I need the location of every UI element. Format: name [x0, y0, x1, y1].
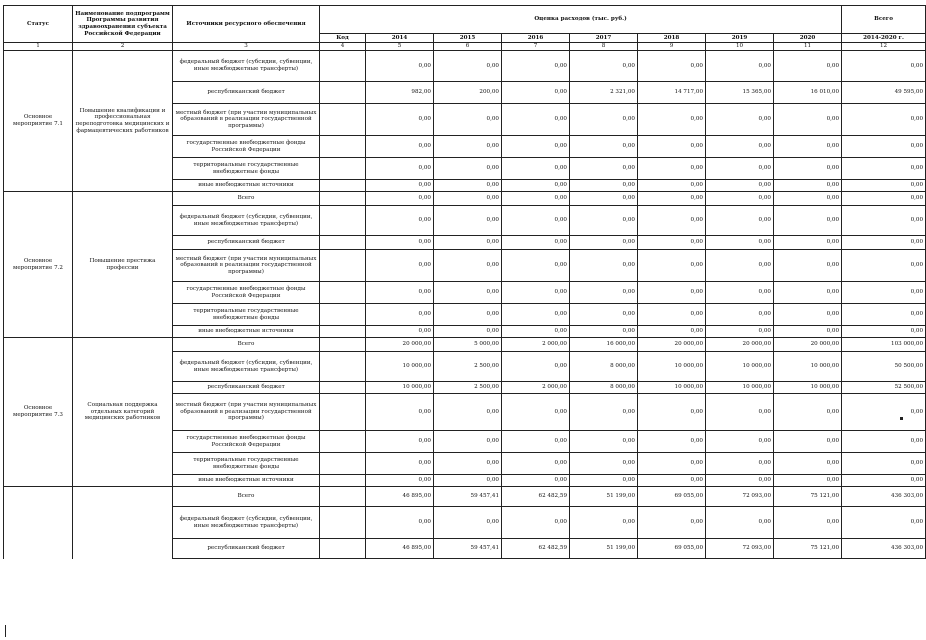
value-cell: 0,00 — [434, 282, 502, 304]
value-cell: 0,00 — [706, 453, 774, 475]
header-total-period: 2014-2020 г. — [842, 34, 926, 43]
value-cell: 0,00 — [706, 431, 774, 453]
value-cell: 0,00 — [570, 250, 638, 282]
value-cell: 0,00 — [366, 250, 434, 282]
code-cell — [320, 180, 366, 192]
value-cell: 0,00 — [638, 507, 706, 539]
value-cell: 0,00 — [706, 326, 774, 338]
header-year: 2015 — [434, 34, 502, 43]
header-year: 2019 — [706, 34, 774, 43]
value-cell: 10 000,00 — [706, 352, 774, 382]
column-number: 10 — [706, 43, 774, 51]
budget-table — [3, 5, 926, 559]
code-cell — [320, 382, 366, 394]
header-year: 2018 — [638, 34, 706, 43]
value-cell: 10 000,00 — [366, 352, 434, 382]
value-cell: 0,00 — [706, 250, 774, 282]
header-year: 2017 — [570, 34, 638, 43]
value-cell: 0,00 — [502, 104, 570, 136]
code-cell — [320, 192, 366, 206]
source-cell: республиканский бюджет — [173, 539, 320, 559]
value-cell: 0,00 — [502, 304, 570, 326]
value-cell: 0,00 — [638, 394, 706, 431]
value-cell: 200,00 — [434, 82, 502, 104]
value-cell: 0,00 — [638, 104, 706, 136]
value-cell: 0,00 — [366, 431, 434, 453]
value-cell: 0,00 — [638, 453, 706, 475]
program-name-cell: Повышение престижа профессии — [73, 192, 173, 338]
total-cell: 52 500,00 — [842, 382, 926, 394]
value-cell: 46 895,00 — [366, 487, 434, 507]
value-cell: 20 000,00 — [774, 338, 842, 352]
code-cell — [320, 326, 366, 338]
value-cell: 0,00 — [502, 206, 570, 236]
value-cell: 0,00 — [638, 282, 706, 304]
value-cell: 51 199,00 — [570, 487, 638, 507]
value-cell: 0,00 — [502, 507, 570, 539]
header-year: 2016 — [502, 34, 570, 43]
value-cell: 0,00 — [774, 304, 842, 326]
source-cell: республиканский бюджет — [173, 236, 320, 250]
code-cell — [320, 104, 366, 136]
value-cell: 0,00 — [434, 453, 502, 475]
code-cell — [320, 453, 366, 475]
total-cell: 0,00 — [842, 51, 926, 82]
code-cell — [320, 206, 366, 236]
value-cell: 0,00 — [366, 192, 434, 206]
value-cell: 0,00 — [366, 104, 434, 136]
value-cell: 0,00 — [638, 304, 706, 326]
value-cell: 0,00 — [706, 507, 774, 539]
value-cell: 0,00 — [502, 475, 570, 487]
source-cell: местный бюджет (при участии муниципальных образований в реализации государственной программы) — [173, 394, 320, 431]
value-cell: 0,00 — [570, 104, 638, 136]
value-cell: 51 199,00 — [570, 539, 638, 559]
value-cell: 0,00 — [706, 104, 774, 136]
value-cell: 0,00 — [570, 51, 638, 82]
code-cell — [320, 282, 366, 304]
total-cell: 436 303,00 — [842, 487, 926, 507]
code-cell — [320, 236, 366, 250]
header-source: Источники ресурсного обеспечения — [173, 6, 320, 43]
value-cell: 0,00 — [434, 250, 502, 282]
code-cell — [320, 394, 366, 431]
value-cell: 0,00 — [366, 136, 434, 158]
budget-document — [3, 5, 924, 559]
column-number: 12 — [842, 43, 926, 51]
value-cell: 69 055,00 — [638, 539, 706, 559]
scan-mark — [5, 625, 6, 637]
value-cell: 0,00 — [366, 326, 434, 338]
value-cell: 14 717,00 — [638, 82, 706, 104]
value-cell: 0,00 — [638, 250, 706, 282]
program-name-cell: Повышение квалификации и профессиональная переподготовка медицинских и фармацевтических работников — [73, 51, 173, 192]
total-cell: 0,00 — [842, 236, 926, 250]
status-cell: Основное мероприятие 7.1 — [4, 51, 73, 192]
code-cell — [320, 304, 366, 326]
value-cell: 0,00 — [570, 136, 638, 158]
table-row — [4, 192, 926, 206]
source-cell: иные внебюджетные источники — [173, 180, 320, 192]
value-cell: 10 000,00 — [638, 382, 706, 394]
value-cell: 20 000,00 — [638, 338, 706, 352]
value-cell: 0,00 — [366, 304, 434, 326]
value-cell: 0,00 — [502, 453, 570, 475]
header-year: 2020 — [774, 34, 842, 43]
value-cell: 0,00 — [774, 158, 842, 180]
value-cell: 20 000,00 — [706, 338, 774, 352]
value-cell: 0,00 — [434, 475, 502, 487]
value-cell: 0,00 — [570, 507, 638, 539]
header-program-name: Наименование подпрограмм Программы развития здравоохранения субъекта Российской Федерации — [73, 6, 173, 43]
table-body — [4, 51, 926, 559]
value-cell: 0,00 — [366, 51, 434, 82]
status-cell: Основное мероприятие 7.2 — [4, 192, 73, 338]
value-cell: 0,00 — [638, 206, 706, 236]
value-cell: 59 457,41 — [434, 539, 502, 559]
value-cell: 0,00 — [774, 326, 842, 338]
value-cell: 20 000,00 — [366, 338, 434, 352]
total-cell: 103 000,00 — [842, 338, 926, 352]
status-cell: Основное мероприятие 7.3 — [4, 338, 73, 487]
value-cell: 15 365,00 — [706, 82, 774, 104]
value-cell: 0,00 — [366, 453, 434, 475]
value-cell: 0,00 — [774, 453, 842, 475]
column-number: 6 — [434, 43, 502, 51]
value-cell: 0,00 — [502, 282, 570, 304]
source-cell: иные внебюджетные источники — [173, 475, 320, 487]
value-cell: 0,00 — [366, 507, 434, 539]
value-cell: 0,00 — [706, 158, 774, 180]
program-name-cell — [73, 487, 173, 559]
status-cell — [4, 487, 73, 559]
header-total: Всего — [842, 6, 926, 34]
total-cell: 436 303,00 — [842, 539, 926, 559]
value-cell: 0,00 — [502, 326, 570, 338]
value-cell: 2 321,00 — [570, 82, 638, 104]
value-cell: 10 000,00 — [366, 382, 434, 394]
table-row — [4, 487, 926, 507]
value-cell: 0,00 — [706, 206, 774, 236]
value-cell: 0,00 — [570, 180, 638, 192]
code-cell — [320, 352, 366, 382]
value-cell: 10 000,00 — [638, 352, 706, 382]
total-cell: 0,00 — [842, 282, 926, 304]
value-cell: 0,00 — [774, 206, 842, 236]
value-cell: 0,00 — [774, 136, 842, 158]
column-number: 5 — [366, 43, 434, 51]
value-cell: 0,00 — [366, 236, 434, 250]
total-cell: 0,00 — [842, 475, 926, 487]
value-cell: 5 000,00 — [434, 338, 502, 352]
value-cell: 0,00 — [570, 158, 638, 180]
total-cell: 0,00 — [842, 326, 926, 338]
value-cell: 0,00 — [434, 104, 502, 136]
column-number: 1 — [4, 43, 73, 51]
value-cell: 2 500,00 — [434, 382, 502, 394]
value-cell: 0,00 — [434, 236, 502, 250]
source-cell: территориальные государственные внебюджетные фонды — [173, 158, 320, 180]
value-cell: 0,00 — [638, 180, 706, 192]
value-cell: 0,00 — [774, 236, 842, 250]
value-cell: 0,00 — [570, 236, 638, 250]
value-cell: 62 482,59 — [502, 487, 570, 507]
source-cell: Всего — [173, 338, 320, 352]
source-cell: территориальные государственные внебюджетные фонды — [173, 453, 320, 475]
value-cell: 982,00 — [366, 82, 434, 104]
value-cell: 0,00 — [570, 206, 638, 236]
value-cell: 0,00 — [706, 192, 774, 206]
value-cell: 0,00 — [774, 180, 842, 192]
source-cell: республиканский бюджет — [173, 382, 320, 394]
value-cell: 0,00 — [570, 475, 638, 487]
column-number: 9 — [638, 43, 706, 51]
value-cell: 0,00 — [366, 394, 434, 431]
value-cell: 0,00 — [502, 250, 570, 282]
value-cell: 0,00 — [434, 51, 502, 82]
value-cell: 10 000,00 — [706, 382, 774, 394]
value-cell: 0,00 — [638, 236, 706, 250]
value-cell: 75 121,00 — [774, 487, 842, 507]
total-cell: 0,00 — [842, 507, 926, 539]
column-number: 7 — [502, 43, 570, 51]
value-cell: 8 000,00 — [570, 382, 638, 394]
code-cell — [320, 82, 366, 104]
code-cell — [320, 475, 366, 487]
value-cell: 0,00 — [434, 206, 502, 236]
value-cell: 62 482,59 — [502, 539, 570, 559]
code-cell — [320, 431, 366, 453]
source-cell: государственные внебюджетные фонды Российской Федерации — [173, 282, 320, 304]
value-cell: 0,00 — [774, 431, 842, 453]
value-cell: 10 000,00 — [774, 352, 842, 382]
total-cell: 0,00 — [842, 192, 926, 206]
total-cell: 50 500,00 — [842, 352, 926, 382]
value-cell: 0,00 — [434, 192, 502, 206]
value-cell: 0,00 — [570, 431, 638, 453]
value-cell: 0,00 — [638, 51, 706, 82]
code-cell — [320, 51, 366, 82]
code-cell — [320, 250, 366, 282]
value-cell: 72 093,00 — [706, 487, 774, 507]
value-cell: 0,00 — [502, 82, 570, 104]
value-cell: 0,00 — [774, 282, 842, 304]
value-cell: 2 500,00 — [434, 352, 502, 382]
value-cell: 0,00 — [502, 180, 570, 192]
total-cell: 0,00 — [842, 250, 926, 282]
value-cell: 16 010,00 — [774, 82, 842, 104]
column-number-row — [4, 43, 926, 51]
value-cell: 0,00 — [706, 236, 774, 250]
value-cell: 59 457,41 — [434, 487, 502, 507]
column-number: 11 — [774, 43, 842, 51]
value-cell: 0,00 — [366, 206, 434, 236]
source-cell: государственные внебюджетные фонды Российской Федерации — [173, 136, 320, 158]
value-cell: 46 895,00 — [366, 539, 434, 559]
value-cell: 0,00 — [706, 304, 774, 326]
value-cell: 0,00 — [638, 431, 706, 453]
value-cell: 0,00 — [434, 180, 502, 192]
value-cell: 75 121,00 — [774, 539, 842, 559]
total-cell: 0,00 — [842, 180, 926, 192]
value-cell: 0,00 — [502, 394, 570, 431]
total-cell: 0,00 — [842, 394, 926, 431]
value-cell: 0,00 — [774, 104, 842, 136]
value-cell: 0,00 — [502, 192, 570, 206]
value-cell: 0,00 — [706, 51, 774, 82]
total-cell: 0,00 — [842, 158, 926, 180]
value-cell: 8 000,00 — [570, 352, 638, 382]
value-cell: 0,00 — [434, 158, 502, 180]
value-cell: 0,00 — [570, 394, 638, 431]
source-cell: Всего — [173, 192, 320, 206]
code-cell — [320, 158, 366, 180]
value-cell: 0,00 — [774, 250, 842, 282]
column-number: 8 — [570, 43, 638, 51]
header-status: Статус — [4, 6, 73, 43]
value-cell: 2 000,00 — [502, 338, 570, 352]
value-cell: 0,00 — [774, 475, 842, 487]
value-cell: 0,00 — [706, 282, 774, 304]
value-cell: 0,00 — [570, 326, 638, 338]
value-cell: 0,00 — [638, 192, 706, 206]
value-cell: 16 000,00 — [570, 338, 638, 352]
column-number: 4 — [320, 43, 366, 51]
column-number: 2 — [73, 43, 173, 51]
source-cell: Всего — [173, 487, 320, 507]
value-cell: 0,00 — [638, 326, 706, 338]
value-cell: 0,00 — [638, 475, 706, 487]
value-cell: 0,00 — [570, 282, 638, 304]
header-year: 2014 — [366, 34, 434, 43]
source-cell: республиканский бюджет — [173, 82, 320, 104]
value-cell: 0,00 — [774, 51, 842, 82]
total-cell: 49 595,00 — [842, 82, 926, 104]
value-cell: 0,00 — [502, 352, 570, 382]
table-row — [4, 51, 926, 82]
source-cell: федеральный бюджет (субсидии, субвенции, иные межбюджетные трансферты) — [173, 352, 320, 382]
value-cell: 0,00 — [366, 475, 434, 487]
total-cell: 0,00 — [842, 136, 926, 158]
value-cell: 0,00 — [366, 158, 434, 180]
value-cell: 0,00 — [502, 51, 570, 82]
total-cell: 0,00 — [842, 104, 926, 136]
value-cell: 0,00 — [706, 475, 774, 487]
value-cell: 2 000,00 — [502, 382, 570, 394]
code-cell — [320, 539, 366, 559]
total-cell: 0,00 — [842, 206, 926, 236]
scan-mark — [900, 417, 903, 420]
value-cell: 69 055,00 — [638, 487, 706, 507]
value-cell: 0,00 — [706, 136, 774, 158]
source-cell: иные внебюджетные источники — [173, 326, 320, 338]
value-cell: 0,00 — [502, 158, 570, 180]
table-row — [4, 338, 926, 352]
table-header — [4, 6, 926, 51]
value-cell: 0,00 — [502, 431, 570, 453]
code-cell — [320, 338, 366, 352]
value-cell: 0,00 — [434, 507, 502, 539]
value-cell: 0,00 — [638, 136, 706, 158]
value-cell: 0,00 — [570, 453, 638, 475]
value-cell: 0,00 — [434, 431, 502, 453]
value-cell: 10 000,00 — [774, 382, 842, 394]
value-cell: 0,00 — [366, 282, 434, 304]
total-cell: 0,00 — [842, 431, 926, 453]
code-cell — [320, 136, 366, 158]
source-cell: федеральный бюджет (субсидии, субвенции, иные межбюджетные трансферты) — [173, 507, 320, 539]
value-cell: 0,00 — [706, 394, 774, 431]
source-cell: местный бюджет (при участии муниципальных образований в реализации государственной программы) — [173, 104, 320, 136]
source-cell: местный бюджет (при участии муниципальных образований в реализации государственной программы) — [173, 250, 320, 282]
program-name-cell: Социальная поддержка отдельных категорий медицинских работников — [73, 338, 173, 487]
value-cell: 0,00 — [502, 136, 570, 158]
value-cell: 0,00 — [570, 192, 638, 206]
value-cell: 0,00 — [434, 136, 502, 158]
value-cell: 0,00 — [774, 394, 842, 431]
value-cell: 0,00 — [774, 192, 842, 206]
column-number: 3 — [173, 43, 320, 51]
value-cell: 0,00 — [774, 507, 842, 539]
header-estimate: Оценка расходов (тыс. руб.) — [320, 6, 842, 34]
source-cell: государственные внебюджетные фонды Российской Федерации — [173, 431, 320, 453]
source-cell: территориальные государственные внебюджетные фонды — [173, 304, 320, 326]
total-cell: 0,00 — [842, 453, 926, 475]
source-cell: федеральный бюджет (субсидии, субвенции, иные межбюджетные трансферты) — [173, 206, 320, 236]
code-cell — [320, 507, 366, 539]
value-cell: 0,00 — [434, 326, 502, 338]
value-cell: 0,00 — [570, 304, 638, 326]
value-cell: 0,00 — [366, 180, 434, 192]
value-cell: 0,00 — [502, 236, 570, 250]
code-cell — [320, 487, 366, 507]
header-code: Код — [320, 34, 366, 43]
value-cell: 0,00 — [706, 180, 774, 192]
value-cell: 0,00 — [638, 158, 706, 180]
total-cell: 0,00 — [842, 304, 926, 326]
value-cell: 0,00 — [434, 394, 502, 431]
value-cell: 0,00 — [434, 304, 502, 326]
source-cell: федеральный бюджет (субсидии, субвенции, иные межбюджетные трансферты) — [173, 51, 320, 82]
value-cell: 72 093,00 — [706, 539, 774, 559]
